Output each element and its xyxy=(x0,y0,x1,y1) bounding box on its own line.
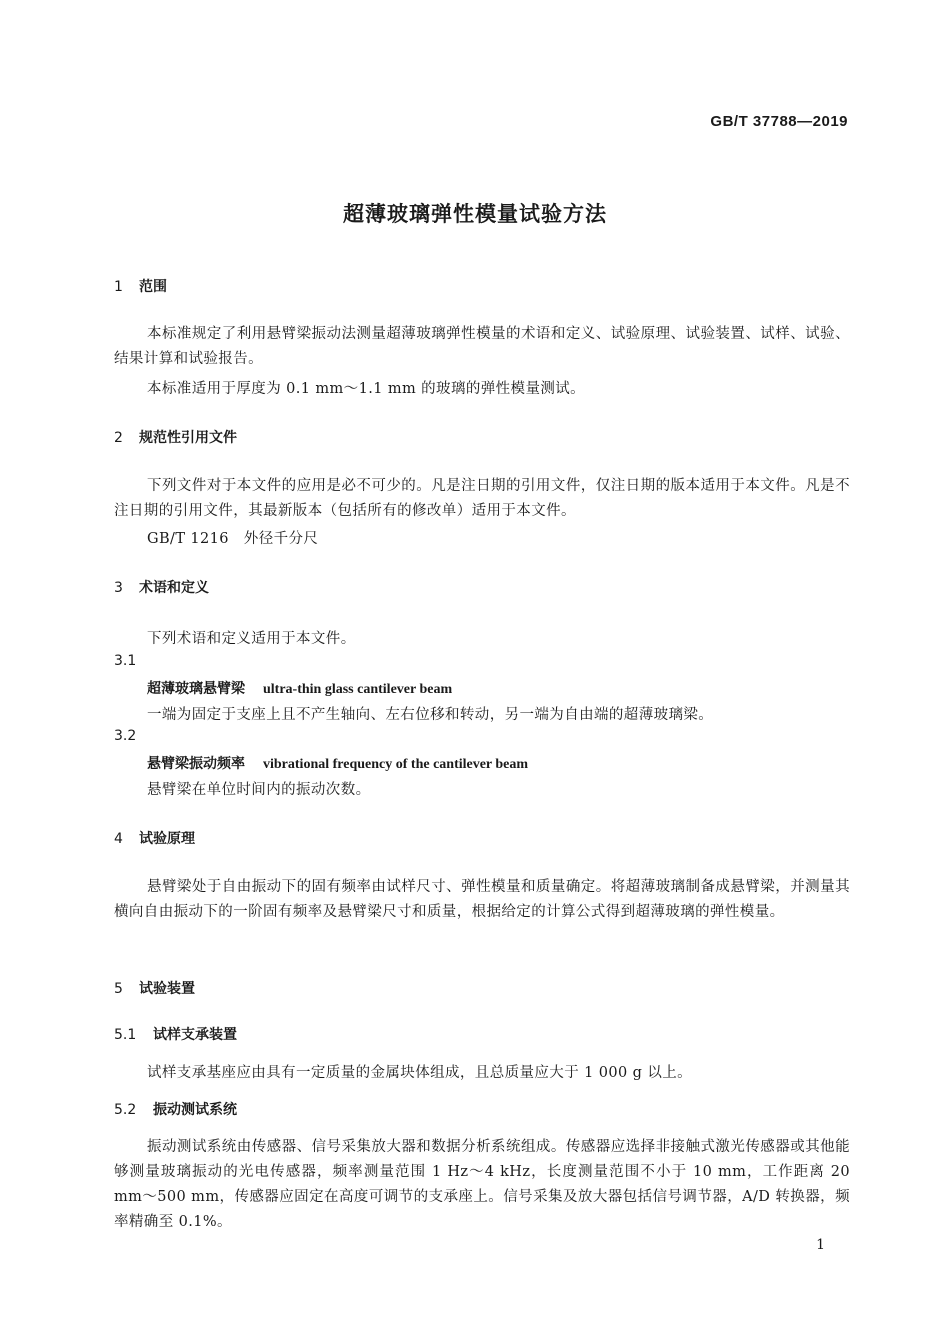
section-title: 试验装置 xyxy=(139,981,195,997)
section-3-intro: 下列术语和定义适用于本文件。 xyxy=(147,631,356,647)
subsection-number: 5.2 xyxy=(114,1102,137,1118)
page-number: 1 xyxy=(816,1237,825,1253)
term-heading xyxy=(147,678,452,698)
section-number: 3 xyxy=(114,580,123,596)
section-1-paragraph-2: 本标准适用于厚度为 0.1 mm～1.1 mm 的玻璃的弹性模量测试。 xyxy=(147,381,586,397)
term-heading xyxy=(147,753,528,773)
section-title: 规范性引用文件 xyxy=(139,430,237,446)
section-2-paragraph-1: 下列文件对于本文件的应用是必不可少的。凡是注日期的引用文件，仅注日期的版本适用于本文件。凡是不注日期的引用文件，其最新版本（包括所有的修改单）适用于本文件。 xyxy=(114,478,850,519)
term-number: 3.1 xyxy=(114,653,137,669)
term-zh: 悬臂梁振动频率 xyxy=(147,756,245,772)
section-number: 2 xyxy=(114,430,123,446)
section-number: 5 xyxy=(114,981,123,997)
term-en: vibrational frequency of the cantilever beam xyxy=(263,757,529,772)
term-en: ultra-thin glass cantilever beam xyxy=(263,682,453,697)
section-number: 1 xyxy=(114,279,123,295)
term-number: 3.2 xyxy=(114,728,137,744)
section-2-heading xyxy=(114,427,237,447)
section-4-paragraph-1: 悬臂梁处于自由振动下的固有频率由试样尺寸、弹性模量和质量确定。将超薄玻璃制备成悬臂梁，并测量其横向自由振动下的一阶固有频率及悬臂梁尺寸和质量，根据给定的计算公式得到超薄玻璃的弹性模量。 xyxy=(114,879,850,920)
term-zh: 超薄玻璃悬臂梁 xyxy=(147,681,245,697)
section-1-heading xyxy=(114,276,167,296)
subsection-number: 5.1 xyxy=(114,1027,137,1043)
normative-reference: GB/T 1216 外径千分尺 xyxy=(147,531,319,547)
subsection-5-1-paragraph: 试样支承基座应由具有一定质量的金属块体组成，且总质量应大于 1 000 g 以上。 xyxy=(147,1065,693,1081)
section-5-heading xyxy=(114,978,195,998)
term-definition: 一端为固定于支座上且不产生轴向、左右位移和转动，另一端为自由端的超薄玻璃梁。 xyxy=(147,707,714,723)
section-4-heading xyxy=(114,828,195,848)
section-title: 范围 xyxy=(139,279,167,295)
section-3-heading xyxy=(114,577,209,597)
subsection-title: 试样支承装置 xyxy=(153,1027,237,1043)
term-definition: 悬臂梁在单位时间内的振动次数。 xyxy=(147,782,371,798)
subsection-title: 振动测试系统 xyxy=(153,1102,237,1118)
subsection-5-2-paragraph: 振动测试系统由传感器、信号采集放大器和数据分析系统组成。传感器应选择非接触式激光传感器或其他能够测量玻璃振动的光电传感器，频率测量范围 1 Hz～4 kHz，长度测量范围不小于 10 mm，工作距离 20 mm～500 mm，传感器应固定在高度可调节的支承座上。信号采集及放大器包括信号调节器，A/D 转换器，频率精确至 0.1%。 xyxy=(114,1139,850,1230)
section-title: 术语和定义 xyxy=(139,580,209,596)
subsection-5-1-heading xyxy=(114,1024,237,1044)
section-title: 试验原理 xyxy=(139,831,195,847)
standard-code: GB/T 37788—2019 xyxy=(710,113,848,130)
section-number: 4 xyxy=(114,831,123,847)
section-1-paragraph-1: 本标准规定了利用悬臂梁振动法测量超薄玻璃弹性模量的术语和定义、试验原理、试验装置、试样、试验、结果计算和试验报告。 xyxy=(114,326,850,367)
document-title: 超薄玻璃弹性模量试验方法 xyxy=(343,202,607,226)
subsection-5-2-heading xyxy=(114,1099,237,1119)
